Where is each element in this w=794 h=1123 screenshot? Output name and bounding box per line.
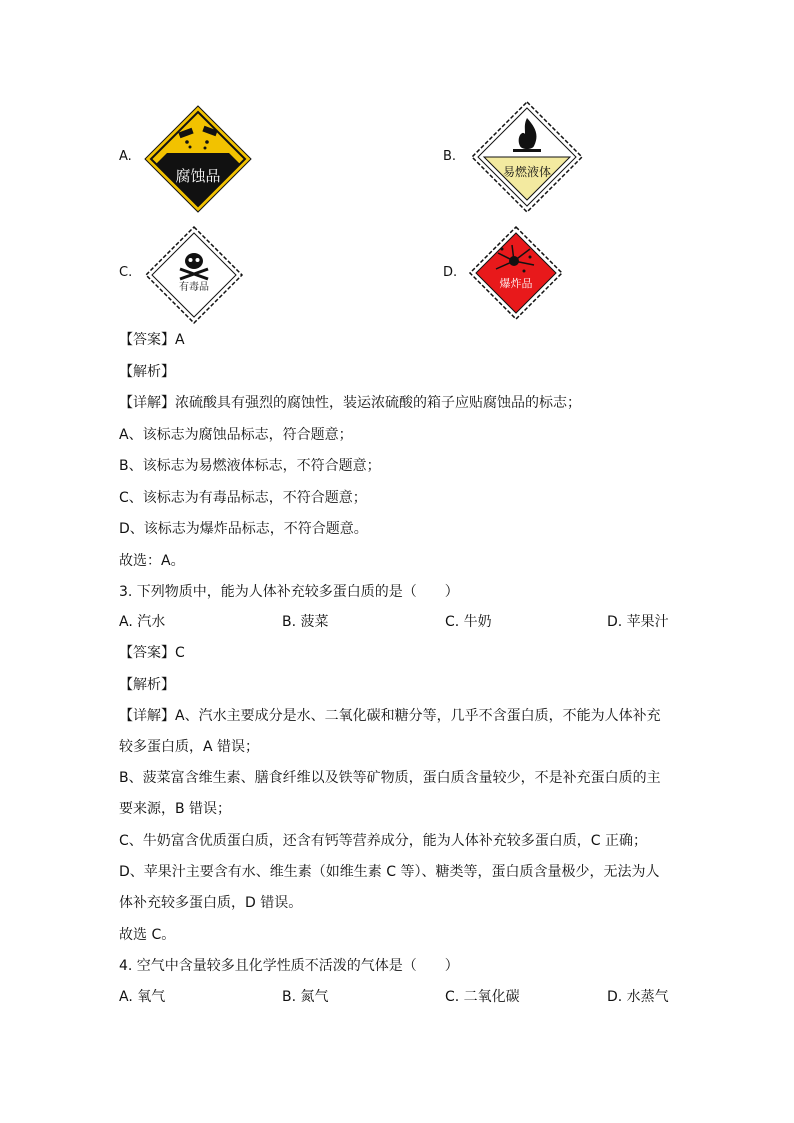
q2-answer: 【答案】A bbox=[119, 332, 185, 348]
q3-option-b: B. 菠菜 bbox=[282, 614, 329, 630]
q4-option-a: A. 氧气 bbox=[119, 989, 166, 1005]
q4-options bbox=[0, 987, 794, 1007]
toxic-sign-text: 有毒品 bbox=[179, 282, 209, 293]
q3-option-b-explanation-line1: B、菠菜富含维生素、膳食纤维以及铁等矿物质，蛋白质含量较少，不是补充蛋白质的主 bbox=[119, 770, 661, 786]
q3-option-c-explanation: C、牛奶富含优质蛋白质，还含有钙等营养成分，能为人体补充较多蛋白质，C 正确； bbox=[119, 833, 647, 849]
q3-answer: 【答案】C bbox=[119, 645, 185, 661]
q4-question: 4. 空气中含量较多且化学性质不活泼的气体是（ ） bbox=[119, 958, 459, 974]
q3-option-b-explanation-line2: 要来源，B 错误； bbox=[119, 801, 232, 817]
option-d-letter: D. bbox=[443, 265, 458, 280]
q3-option-d-explanation-line1: D、苹果汁主要含有水、维生素（如维生素 C 等）、糖类等，蛋白质含量极少，无法为人 bbox=[119, 864, 660, 880]
q3-detail-line2: 较多蛋白质，A 错误； bbox=[119, 739, 260, 755]
q2-analysis-heading: 【解析】 bbox=[119, 364, 175, 380]
q3-options bbox=[0, 612, 794, 632]
q4-option-c: C. 二氧化碳 bbox=[445, 989, 520, 1005]
option-a-letter: A. bbox=[119, 149, 132, 164]
q3-option-c: C. 牛奶 bbox=[445, 614, 492, 630]
q3-analysis-heading: 【解析】 bbox=[119, 677, 175, 693]
q4-option-d: D. 水蒸气 bbox=[607, 989, 669, 1005]
corrosive-sign-icon bbox=[143, 104, 253, 214]
q3-conclusion: 故选 C。 bbox=[119, 927, 176, 943]
q3-option-d: D. 苹果汁 bbox=[607, 614, 669, 630]
option-c-letter: C. bbox=[119, 265, 133, 280]
toxic-sign-icon bbox=[144, 225, 244, 325]
q3-option-d-explanation-line2: 体补充较多蛋白质，D 错误。 bbox=[119, 895, 303, 911]
explosive-sign-text: 爆炸品 bbox=[499, 277, 533, 290]
q2-option-d-explanation: D、该标志为爆炸品标志，不符合题意。 bbox=[119, 521, 368, 537]
q3-detail-line1: 【详解】A、汽水主要成分是水、二氧化碳和糖分等，几乎不含蛋白质，不能为人体补充 bbox=[119, 708, 661, 724]
flammable-sign-text: 易燃液体 bbox=[502, 165, 552, 179]
q3-option-a: A. 汽水 bbox=[119, 614, 166, 630]
q2-conclusion: 故选：A。 bbox=[119, 553, 185, 569]
explosive-sign-icon bbox=[468, 225, 564, 321]
q2-option-c-explanation: C、该标志为有毒品标志，不符合题意； bbox=[119, 490, 367, 506]
corrosive-sign-text: 腐蚀品 bbox=[175, 167, 221, 185]
q2-detail: 【详解】浓硫酸具有强烈的腐蚀性，装运浓硫酸的箱子应贴腐蚀品的标志； bbox=[119, 395, 581, 411]
q2-option-a-explanation: A、该标志为腐蚀品标志，符合题意； bbox=[119, 427, 353, 443]
q2-option-b-explanation: B、该标志为易燃液体标志，不符合题意； bbox=[119, 458, 381, 474]
q3-question: 3. 下列物质中，能为人体补充较多蛋白质的是（ ） bbox=[119, 584, 459, 600]
flammable-liquid-sign-icon bbox=[470, 100, 584, 214]
q4-option-b: B. 氮气 bbox=[282, 989, 329, 1005]
option-b-letter: B. bbox=[443, 149, 457, 164]
